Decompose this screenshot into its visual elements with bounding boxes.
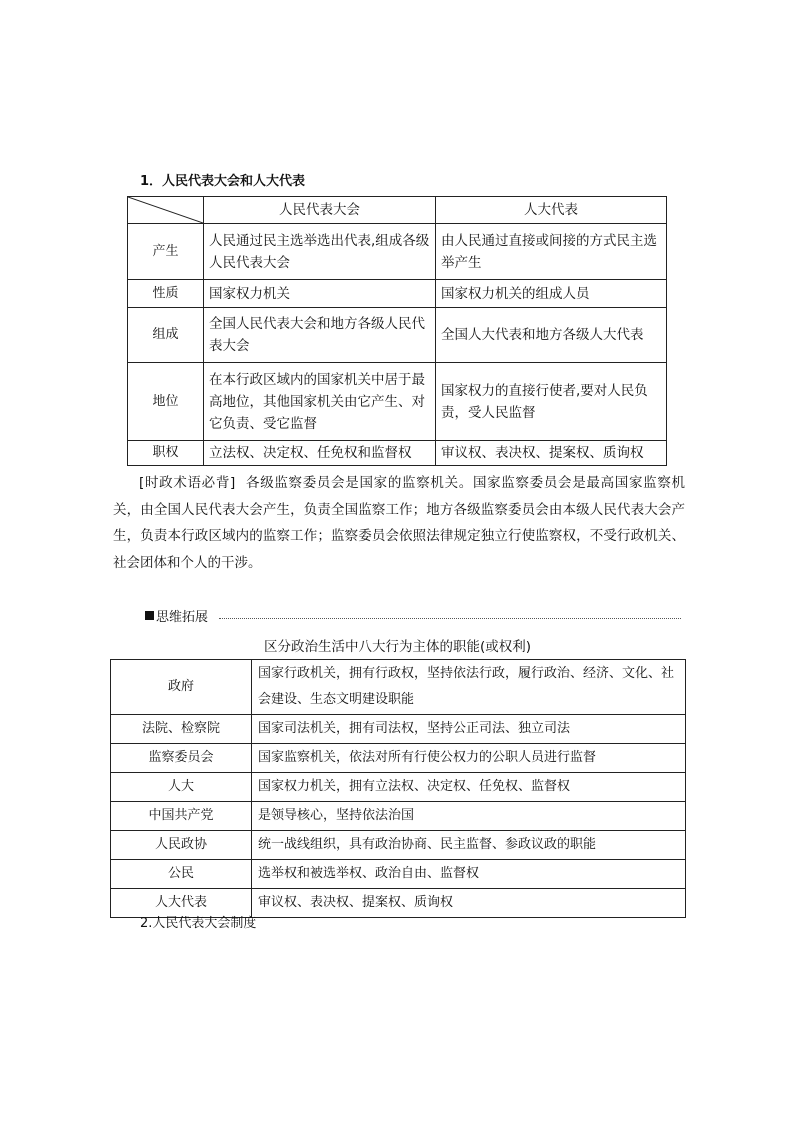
table-row	[111, 744, 686, 773]
col-header-deputy: 人大代表	[436, 197, 667, 224]
subject-cell: 法院、检察院	[111, 715, 252, 744]
cell-deputy: 审议权、表决权、提案权、质询权	[436, 441, 667, 466]
row-label: 职权	[128, 441, 204, 466]
cell-npc: 人民通过民主选举选出代表,组成各级人民代表大会	[204, 224, 436, 280]
function-cell: 国家司法机关，拥有司法权，坚持公正司法、独立司法	[252, 715, 686, 744]
col-header-npc: 人民代表大会	[204, 197, 436, 224]
table-header-row	[128, 197, 667, 224]
function-cell: 国家行政机关，拥有行政权，坚持依法行政，履行政治、经济、文化、社会建设、生态文明建设职能	[252, 660, 686, 715]
table-row	[111, 831, 686, 860]
thinking-expand-header	[145, 605, 681, 623]
section-2-heading: 2.人民代表大会制度	[140, 916, 257, 931]
table-title: 区分政治生活中八大行为主体的职能(或权利)	[263, 639, 532, 655]
table-row	[128, 308, 667, 363]
cell-npc: 国家权力机关	[204, 280, 436, 308]
cell-npc: 全国人民代表大会和地方各级人民代表大会	[204, 308, 436, 363]
diagonal-corner-cell	[128, 197, 204, 224]
row-label: 性质	[128, 280, 204, 308]
row-label: 组成	[128, 308, 204, 363]
section-1-heading: 1．人民代表大会和人大代表	[140, 174, 306, 189]
npc-deputy-table	[127, 196, 667, 466]
function-cell: 审议权、表决权、提案权、质询权	[252, 889, 686, 918]
table-row	[128, 224, 667, 280]
table-row	[111, 715, 686, 744]
section-label: 思维拓展	[156, 610, 209, 625]
cell-npc: 立法权、决定权、任免权和监督权	[204, 441, 436, 466]
subject-cell: 政府	[111, 660, 252, 715]
cell-npc: 在本行政区域内的国家机关中居于最高地位，其他国家机关由它产生、对它负责、受它监督	[204, 363, 436, 441]
policy-term-paragraph	[113, 470, 685, 576]
subject-cell: 监察委员会	[111, 744, 252, 773]
table-row	[111, 802, 686, 831]
table-row	[128, 441, 667, 466]
table-row	[128, 363, 667, 441]
note-text: 各级监察委员会是国家的监察机关。国家监察委员会是最高国家监察机关，由全国人民代表大会产生，负责全国监察工作；地方各级监察委员会由本级人民代表大会产生，负责本行政区域内的监察工作；监察委员会依照法律规定独立行使监察权，不受行政机关、社会团体和个人的干涉。	[113, 475, 685, 571]
table-row	[111, 660, 686, 715]
subject-cell: 人大代表	[111, 889, 252, 918]
cell-deputy: 国家权力机关的组成人员	[436, 280, 667, 308]
function-cell: 国家监察机关，依法对所有行使公权力的公职人员进行监督	[252, 744, 686, 773]
function-cell: 统一战线组织，具有政治协商、民主监督、参政议政的职能	[252, 831, 686, 860]
table-row	[128, 280, 667, 308]
function-cell: 选举权和被选举权、政治自由、监督权	[252, 860, 686, 889]
black-square-icon	[145, 611, 154, 620]
subject-cell: 中国共产党	[111, 802, 252, 831]
subjects-functions-table	[110, 659, 686, 918]
cell-deputy: 全国人大代表和地方各级人大代表	[436, 308, 667, 363]
cell-deputy: 国家权力的直接行使者,要对人民负责，受人民监督	[436, 363, 667, 441]
dotted-divider	[219, 618, 681, 619]
subject-cell: 公民	[111, 860, 252, 889]
function-cell: 国家权力机关，拥有立法权、决定权、任免权、监督权	[252, 773, 686, 802]
subject-cell: 人大	[111, 773, 252, 802]
note-tag: [时政术语必背]	[139, 475, 236, 491]
row-label: 产生	[128, 224, 204, 280]
table-row	[111, 773, 686, 802]
table-row	[111, 860, 686, 889]
subject-cell: 人民政协	[111, 831, 252, 860]
cell-deputy: 由人民通过直接或间接的方式民主选举产生	[436, 224, 667, 280]
function-cell: 是领导核心，坚持依法治国	[252, 802, 686, 831]
row-label: 地位	[128, 363, 204, 441]
